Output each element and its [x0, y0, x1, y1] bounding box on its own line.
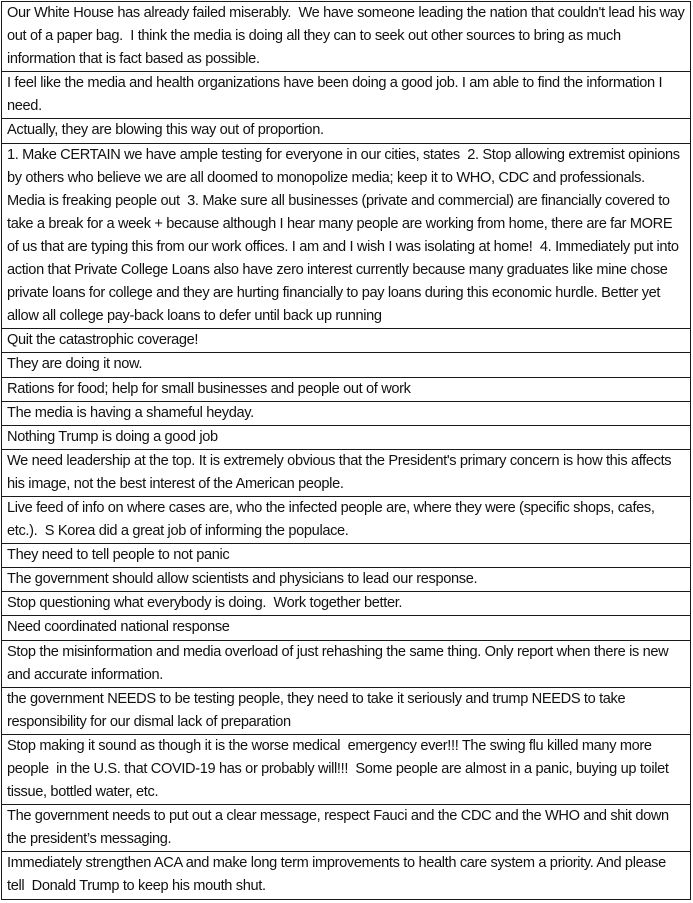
- response-cell: We need leadership at the top. It is extremely obvious that the President's primary concern is how this affects his image, not the best interest of the American people.: [2, 449, 691, 496]
- table-row: [2, 2, 691, 72]
- responses-table: [1, 1, 691, 900]
- response-cell: the government NEEDS to be testing people, they need to take it seriously and trump NEEDS to take responsibility for our dismal lack of preparation: [2, 687, 691, 734]
- response-cell: 1. Make CERTAIN we have ample testing for everyone in our cities, states 2. Stop allowing extremist opinions by others who believe we are all doomed to monopolize media; keep it to WHO, CDC and professionals. Media is freaking people out 3. Make sure all businesses (private and commercial) are financially covered to take a break for a week + because although I hear many people are working from home, there are far MORE of us that are typing this from our work offices. I am and I wish I was isolating at home! 4. Immediately put into action that Private College Loans also have zero interest currently because many graduates like mine chose private loans for college and they are hurting financially to pay loans during this economic hurdle. Better yet allow all college pay-back loans to defer until back up running: [2, 143, 691, 329]
- table-row: [2, 544, 691, 568]
- response-cell: Immediately strengthen ACA and make long term improvements to health care system a priority. And please tell Donald Trump to keep his mouth shut.: [2, 852, 691, 899]
- table-row: [2, 852, 691, 899]
- table-row: [2, 616, 691, 640]
- table-row: [2, 143, 691, 329]
- response-cell: Actually, they are blowing this way out of proportion.: [2, 119, 691, 143]
- response-cell: Stop making it sound as though it is the worse medical emergency ever!!! The swing flu killed many more people in the U.S. that COVID-19 has or probably will!!! Some people are almost in a panic, buying up toilet tissue, bottled water, etc.: [2, 734, 691, 804]
- response-cell: The government needs to put out a clear message, respect Fauci and the CDC and the WHO and shit down the president’s messaging.: [2, 805, 691, 852]
- response-cell: Nothing Trump is doing a good job: [2, 425, 691, 449]
- response-cell: Need coordinated national response: [2, 616, 691, 640]
- response-cell: Our White House has already failed miserably. We have someone leading the nation that couldn't lead his way out of a paper bag. I think the media is doing all they can to seek out other sources to bring as much information that is fact based as possible.: [2, 2, 691, 72]
- response-cell: Quit the catastrophic coverage!: [2, 329, 691, 353]
- response-cell: The media is having a shameful heyday.: [2, 401, 691, 425]
- table-row: [2, 119, 691, 143]
- response-cell: They need to tell people to not panic: [2, 544, 691, 568]
- table-row: [2, 734, 691, 804]
- response-cell: The government should allow scientists and physicians to lead our response.: [2, 568, 691, 592]
- response-cell: Live feed of info on where cases are, who the infected people are, where they were (specific shops, cafes, etc.). S Korea did a great job of informing the populace.: [2, 496, 691, 543]
- table-row: [2, 449, 691, 496]
- response-cell: I feel like the media and health organizations have been doing a good job. I am able to find the information I need.: [2, 72, 691, 119]
- table-row: [2, 592, 691, 616]
- response-cell: Stop questioning what everybody is doing. Work together better.: [2, 592, 691, 616]
- table-row: [2, 568, 691, 592]
- table-row: [2, 687, 691, 734]
- table-row: [2, 377, 691, 401]
- response-cell: They are doing it now.: [2, 353, 691, 377]
- table-row: [2, 496, 691, 543]
- table-row: [2, 329, 691, 353]
- table-row: [2, 401, 691, 425]
- response-cell: Rations for food; help for small businesses and people out of work: [2, 377, 691, 401]
- response-cell: Stop the misinformation and media overload of just rehashing the same thing. Only report when there is new and accurate information.: [2, 640, 691, 687]
- table-row: [2, 805, 691, 852]
- table-row: [2, 353, 691, 377]
- table-row: [2, 425, 691, 449]
- table-row: [2, 72, 691, 119]
- table-row: [2, 640, 691, 687]
